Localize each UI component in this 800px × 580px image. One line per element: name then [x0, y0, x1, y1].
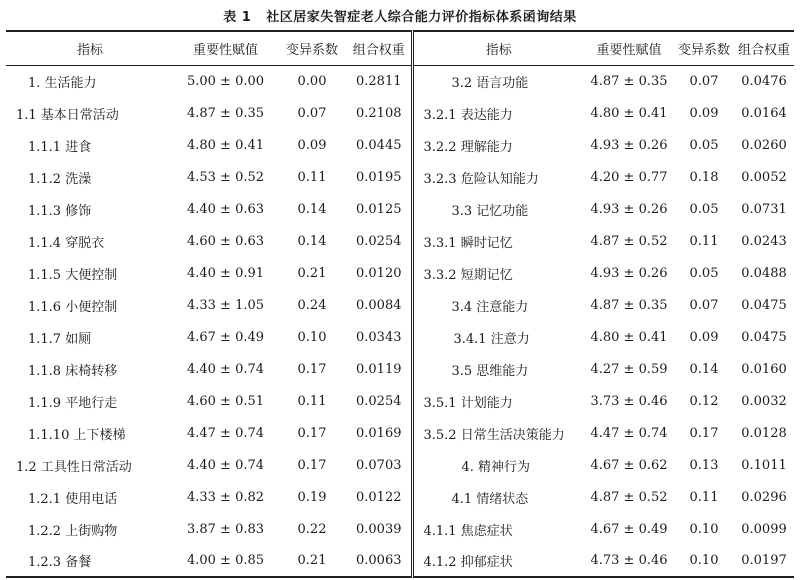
left-importance-cell: 4.80 ± 0.41	[186, 137, 265, 153]
right-indicator-cell: 4.1.2 抑郁症状	[412, 545, 584, 577]
right-weight-cell: 0.0099	[741, 521, 787, 537]
header-weight-left: 组合权重	[347, 31, 412, 65]
right-weight-cell: 0.0488	[741, 265, 787, 281]
right-cv-cell: 0.05	[689, 265, 719, 281]
right-cv-cell: 0.11	[689, 233, 719, 249]
left-cv-cell: 0.10	[297, 329, 327, 345]
left-cv-cell: 0.22	[297, 521, 327, 537]
left-indicator-cell: 1.1.6 小便控制	[28, 299, 118, 315]
left-indicator-cell: 1.1.1 进食	[28, 139, 92, 155]
left-indicator-cell: 1.2.3 备餐	[6, 545, 174, 577]
left-weight-cell: 0.2811	[356, 73, 402, 89]
left-indicator-cell: 1.1.5 大便控制	[28, 267, 118, 283]
table-row	[6, 545, 794, 577]
left-cv-cell: 0.07	[297, 105, 327, 121]
left-weight-cell: 0.2108	[356, 105, 402, 121]
right-indicator-cell: 4.1 情绪状态	[412, 481, 584, 513]
left-cv-cell: 0.21	[297, 265, 327, 281]
right-indicator-cell: 3.2.3 危险认知能力	[412, 161, 584, 193]
left-importance-cell: 4.60 ± 0.51	[186, 393, 265, 409]
right-importance-cell: 4.80 ± 0.41	[590, 329, 668, 345]
left-weight-cell: 0.0445	[356, 137, 402, 153]
left-indicator-cell: 1.1.2 洗澡	[28, 171, 92, 187]
right-indicator-cell: 3.3 记忆功能	[412, 193, 584, 225]
right-importance-cell: 4.80 ± 0.41	[590, 105, 668, 121]
left-importance-cell: 4.33 ± 0.82	[186, 489, 265, 505]
right-importance-cell: 4.67 ± 0.62	[590, 457, 668, 473]
table-row	[6, 289, 794, 321]
right-cv-cell: 0.10	[689, 521, 719, 537]
right-weight-cell: 0.0243	[741, 233, 787, 249]
right-indicator-cell: 3.5.2 日常生活决策能力	[412, 417, 584, 449]
right-cv-cell: 0.05	[689, 201, 719, 217]
right-importance-cell: 4.93 ± 0.26	[590, 137, 668, 153]
right-cv-cell: 0.07	[689, 297, 719, 313]
left-weight-cell: 0.0039	[356, 521, 402, 537]
left-weight-cell: 0.0120	[356, 265, 402, 281]
left-importance-cell: 4.40 ± 0.91	[186, 265, 265, 281]
left-indicator-cell: 1.2.2 上街购物	[28, 523, 118, 539]
left-indicator-cell: 1.1.7 如厕	[28, 331, 92, 347]
right-cv-cell: 0.05	[689, 137, 719, 153]
left-cv-cell: 0.17	[297, 425, 327, 441]
left-indicator-cell: 1.2 工具性日常活动	[16, 459, 132, 475]
left-cv-cell: 0.00	[297, 73, 327, 89]
header-weight-right: 组合权重	[734, 31, 794, 65]
header-indicator-left: 指标	[6, 31, 174, 65]
table-row	[6, 353, 794, 385]
right-importance-cell: 4.87 ± 0.35	[590, 73, 668, 89]
right-cv-cell: 0.09	[689, 105, 719, 121]
right-cv-cell: 0.11	[689, 489, 719, 505]
left-weight-cell: 0.0254	[356, 233, 402, 249]
right-weight-cell: 0.0160	[741, 361, 787, 377]
left-weight-cell: 0.0063	[347, 545, 412, 577]
left-weight-cell: 0.0119	[356, 361, 402, 377]
table-title: 社区居家失智症老人综合能力评价指标体系函询结果	[266, 10, 577, 25]
right-importance-cell: 4.93 ± 0.26	[590, 265, 668, 281]
right-cv-cell: 0.13	[689, 457, 719, 473]
right-importance-cell: 4.87 ± 0.35	[590, 297, 668, 313]
right-weight-cell: 0.0476	[741, 73, 787, 89]
right-cv-cell: 0.18	[689, 169, 719, 185]
left-cv-cell: 0.11	[297, 169, 327, 185]
right-importance-cell: 3.73 ± 0.46	[590, 393, 668, 409]
right-importance-cell: 4.67 ± 0.49	[590, 521, 668, 537]
left-indicator-cell: 1.1.10 上下楼梯	[28, 427, 126, 443]
left-importance-cell: 4.40 ± 0.74	[186, 457, 265, 473]
right-indicator-cell: 3.4 注意能力	[412, 289, 584, 321]
left-importance-cell: 5.00 ± 0.00	[186, 73, 265, 89]
left-importance-cell: 3.87 ± 0.83	[186, 521, 265, 537]
right-weight-cell: 0.0475	[741, 297, 787, 313]
right-importance-cell: 4.47 ± 0.74	[590, 425, 668, 441]
left-weight-cell: 0.0254	[356, 393, 402, 409]
right-weight-cell: 0.0475	[741, 329, 787, 345]
right-indicator-cell: 3.3.1 瞬时记忆	[412, 225, 584, 257]
table-row	[6, 161, 794, 193]
header-importance-right: 重要性赋值	[584, 31, 674, 65]
header-indicator-right: 指标	[412, 31, 584, 65]
left-cv-cell: 0.14	[297, 201, 327, 217]
left-cv-cell: 0.17	[297, 361, 327, 377]
left-cv-cell: 0.09	[297, 137, 327, 153]
left-indicator-cell: 1.1.4 穿脱衣	[28, 235, 105, 251]
table-row	[6, 385, 794, 417]
right-importance-cell: 4.20 ± 0.77	[590, 169, 668, 185]
right-importance-cell: 4.27 ± 0.59	[590, 361, 668, 377]
left-importance-cell: 4.87 ± 0.35	[186, 105, 265, 121]
results-table	[6, 30, 794, 578]
table-caption	[0, 6, 800, 25]
right-indicator-cell: 3.4.1 注意力	[412, 321, 584, 353]
right-indicator-cell: 3.2.2 理解能力	[412, 129, 584, 161]
right-indicator-cell: 3.2.1 表达能力	[412, 97, 584, 129]
right-indicator-cell: 3.3.2 短期记忆	[412, 257, 584, 289]
right-cv-cell: 0.14	[689, 361, 719, 377]
left-weight-cell: 0.0169	[356, 425, 402, 441]
header-importance-left: 重要性赋值	[174, 31, 277, 65]
left-weight-cell: 0.0195	[356, 169, 402, 185]
left-indicator-cell: 1.2.1 使用电话	[28, 491, 118, 507]
right-weight-cell: 0.0296	[741, 489, 787, 505]
left-importance-cell: 4.40 ± 0.63	[186, 201, 265, 217]
right-indicator-cell: 3.2 语言功能	[412, 65, 584, 97]
right-indicator-cell: 4.1.1 焦虑症状	[412, 513, 584, 545]
right-indicator-cell: 3.5 思维能力	[412, 353, 584, 385]
table-row	[6, 257, 794, 289]
right-weight-cell: 0.0164	[741, 105, 787, 121]
right-cv-cell: 0.17	[689, 425, 719, 441]
right-importance-cell: 4.73 ± 0.46	[584, 545, 674, 577]
right-weight-cell: 0.0197	[734, 545, 794, 577]
table-row	[6, 481, 794, 513]
left-importance-cell: 4.00 ± 0.85	[174, 545, 277, 577]
left-cv-cell: 0.11	[297, 393, 327, 409]
table-number: 表 1	[223, 10, 252, 25]
left-importance-cell: 4.60 ± 0.63	[186, 233, 265, 249]
table-row	[6, 193, 794, 225]
left-importance-cell: 4.67 ± 0.49	[186, 329, 265, 345]
left-importance-cell: 4.53 ± 0.52	[186, 169, 265, 185]
table-row	[6, 129, 794, 161]
left-importance-cell: 4.33 ± 1.05	[186, 297, 265, 313]
right-weight-cell: 0.0128	[741, 425, 787, 441]
left-indicator-cell: 1. 生活能力	[28, 75, 97, 91]
right-indicator-cell: 4. 精神行为	[412, 449, 584, 481]
right-weight-cell: 0.0260	[741, 137, 787, 153]
right-weight-cell: 0.0731	[741, 201, 787, 217]
header-row	[6, 31, 794, 65]
left-importance-cell: 4.40 ± 0.74	[186, 361, 265, 377]
table-row	[6, 321, 794, 353]
left-indicator-cell: 1.1.3 修饰	[28, 203, 92, 219]
right-weight-cell: 0.0052	[741, 169, 787, 185]
table-row	[6, 97, 794, 129]
left-cv-cell: 0.17	[297, 457, 327, 473]
right-importance-cell: 4.93 ± 0.26	[590, 201, 668, 217]
right-importance-cell: 4.87 ± 0.52	[590, 233, 668, 249]
right-importance-cell: 4.87 ± 0.52	[590, 489, 668, 505]
header-cv-right: 变异系数	[674, 31, 734, 65]
left-weight-cell: 0.0122	[356, 489, 402, 505]
left-importance-cell: 4.47 ± 0.74	[186, 425, 265, 441]
table-row	[6, 513, 794, 545]
left-cv-cell: 0.19	[297, 489, 327, 505]
right-cv-cell: 0.12	[689, 393, 719, 409]
left-indicator-cell: 1.1.9 平地行走	[28, 395, 118, 411]
right-indicator-cell: 3.5.1 计划能力	[412, 385, 584, 417]
right-weight-cell: 0.1011	[741, 457, 787, 473]
left-cv-cell: 0.14	[297, 233, 327, 249]
table-row	[6, 417, 794, 449]
left-cv-cell: 0.24	[297, 297, 327, 313]
left-weight-cell: 0.0084	[356, 297, 402, 313]
right-weight-cell: 0.0032	[741, 393, 787, 409]
right-cv-cell: 0.10	[674, 545, 734, 577]
left-indicator-cell: 1.1.8 床椅转移	[28, 363, 118, 379]
left-weight-cell: 0.0343	[356, 329, 402, 345]
table-row	[6, 65, 794, 97]
table-row	[6, 449, 794, 481]
right-cv-cell: 0.09	[689, 329, 719, 345]
left-indicator-cell: 1.1 基本日常活动	[16, 107, 119, 123]
right-cv-cell: 0.07	[689, 73, 719, 89]
header-cv-left: 变异系数	[277, 31, 347, 65]
left-weight-cell: 0.0125	[356, 201, 402, 217]
left-weight-cell: 0.0703	[356, 457, 402, 473]
table-row	[6, 225, 794, 257]
left-cv-cell: 0.21	[277, 545, 347, 577]
